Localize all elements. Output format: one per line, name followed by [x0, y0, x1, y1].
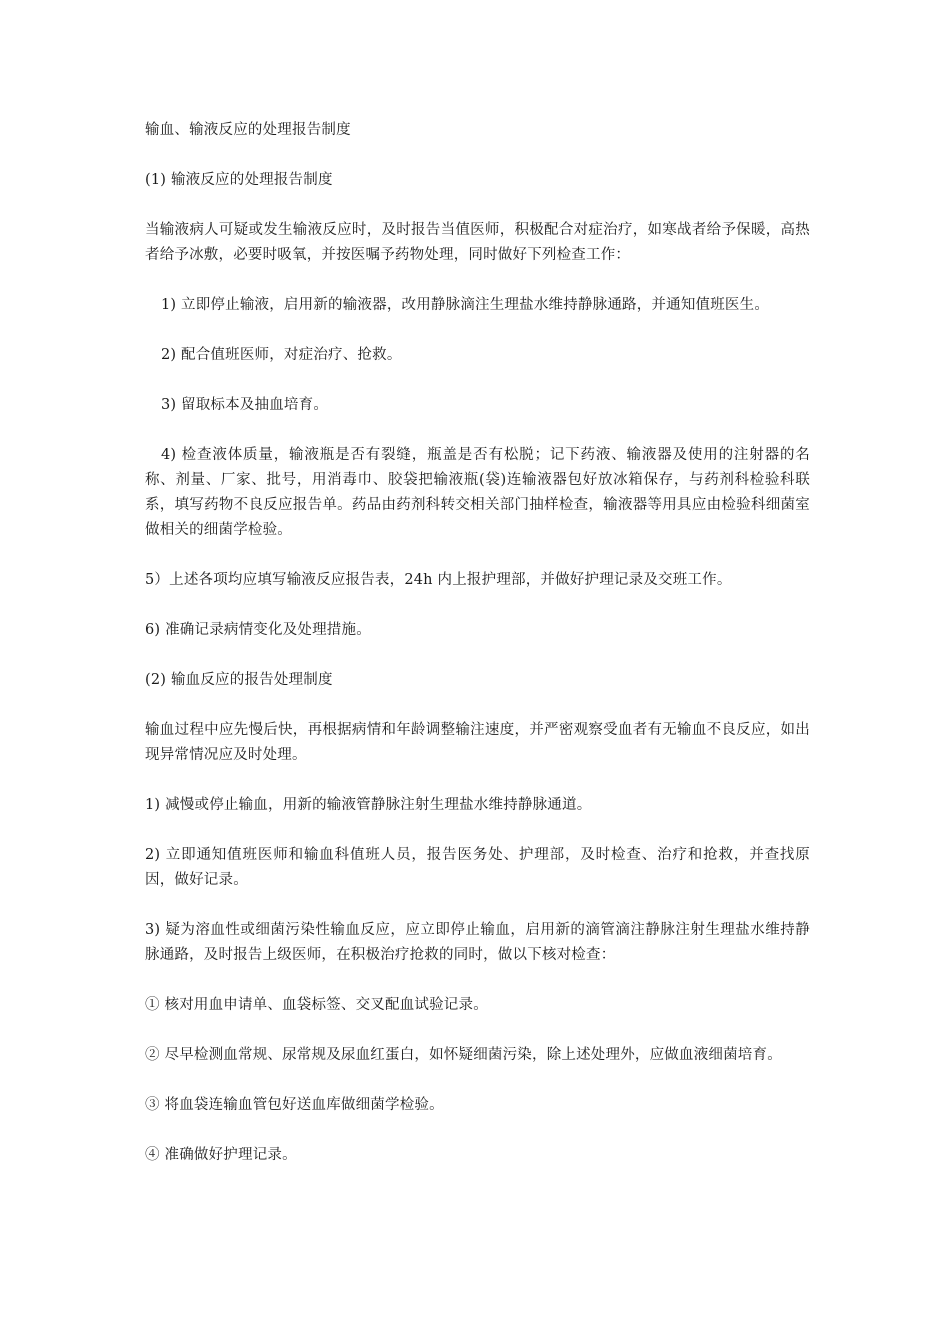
- section2-heading: (2) 输血反应的报告处理制度: [145, 672, 333, 688]
- section1-item-4: 4) 检查液体质量，输液瓶是否有裂缝，瓶盖是否有松脱；记下药液、输液器及使用的注射器的名称、剂量、厂家、批号，用消毒巾、胶袋把输液瓶(袋)连输液器包好放冰箱保存，与药剂科检验科联系，填写药物不良反应报告单。药品由药剂科转交相关部门抽样检查，输液器等用具应由检验科细菌室做相关的细菌学检验。: [145, 447, 810, 538]
- section2-subitem-3: ③ 将血袋连输血管包好送血库做细菌学检验。: [145, 1097, 444, 1113]
- section2-subitem-2: ② 尽早检测血常规、尿常规及尿血红蛋白，如怀疑细菌污染，除上述处理外，应做血液细菌培育。: [145, 1047, 782, 1063]
- section2-item-3: 3) 疑为溶血性或细菌污染性输血反应，应立即停止输血，启用新的滴管滴注静脉注射生理盐水维持静脉通路，及时报告上级医师，在积极治疗抢救的同时，做以下核对检查：: [145, 922, 810, 963]
- section1-intro: 当输液病人可疑或发生输液反应时，及时报告当值医师，积极配合对症治疗，如寒战者给予保暖，高热者给予冰敷，必要时吸氧，并按医嘱予药物处理，同时做好下列检查工作：: [145, 222, 810, 263]
- document-title: 输血、输液反应的处理报告制度: [145, 122, 351, 138]
- document-body: [145, 118, 810, 1193]
- section1-item-3: 3) 留取标本及抽血培育。: [160, 397, 329, 413]
- section2-intro: 输血过程中应先慢后快，再根据病情和年龄调整输注速度，并严密观察受血者有无输血不良反应，如出现异常情况应及时处理。: [145, 722, 810, 763]
- section2-subitem-1: ① 核对用血申请单、血袋标签、交叉配血试验记录。: [145, 997, 488, 1013]
- section1-item-2: 2) 配合值班医师，对症治疗、抢救。: [160, 347, 402, 363]
- section1-heading: (1) 输液反应的处理报告制度: [145, 172, 333, 188]
- section2-item-2: 2) 立即通知值班医师和输血科值班人员，报告医务处、护理部，及时检查、治疗和抢救，并查找原因，做好记录。: [145, 847, 810, 888]
- section1-item-1: 1) 立即停止输液，启用新的输液器，改用静脉滴注生理盐水维持静脉通路，并通知值班医生。: [160, 297, 770, 313]
- section2-item-1: 1) 减慢或停止输血，用新的输液管静脉注射生理盐水维持静脉通道。: [145, 797, 592, 813]
- section2-subitem-4: ④ 准确做好护理记录。: [145, 1147, 297, 1163]
- section1-item-5: 5）上述各项均应填写输液反应报告表，24h 内上报护理部，并做好护理记录及交班工作。: [145, 572, 732, 588]
- section1-item-6: 6) 准确记录病情变化及处理措施。: [145, 622, 371, 638]
